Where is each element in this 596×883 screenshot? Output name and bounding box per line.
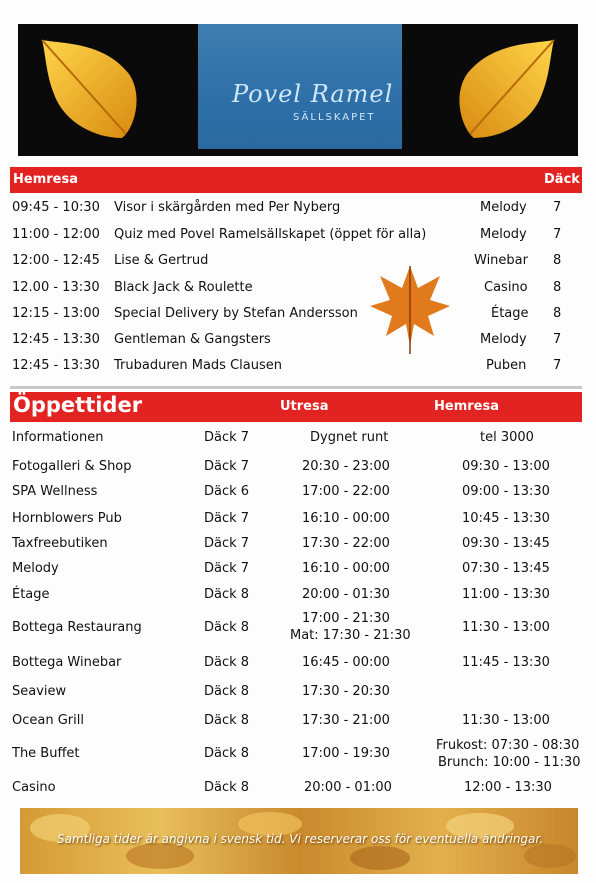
deck-column-label: Däck xyxy=(544,172,580,187)
venue-deck: Däck 8 xyxy=(204,655,250,670)
homebound-hours: 09:30 - 13:45 xyxy=(462,536,550,551)
footer-banner xyxy=(20,808,578,874)
schedule-venue: Étage xyxy=(491,306,529,321)
homebound-hours: 12:00 - 13:30 xyxy=(464,780,552,795)
schedule-venue: Melody xyxy=(480,200,527,215)
homebound-hours: 11:45 - 13:30 xyxy=(462,655,550,670)
venue-deck: Däck 6 xyxy=(204,484,250,499)
schedule-venue: Puben xyxy=(486,358,527,373)
venue-name: Ocean Grill xyxy=(12,713,84,728)
venue-name: Hornblowers Pub xyxy=(12,511,122,526)
venue-name: Casino xyxy=(12,780,56,795)
homebound-hours: 10:45 - 13:30 xyxy=(462,511,550,526)
outbound-hours: 17:00 - 19:30 xyxy=(302,746,390,761)
outbound-hours: 16:10 - 00:00 xyxy=(302,511,390,526)
autumn-leaf-icon xyxy=(452,34,562,144)
schedule-deck: 7 xyxy=(553,227,562,242)
logo-script: Povel Ramel xyxy=(232,80,394,108)
schedule-time: 09:45 - 10:30 xyxy=(12,200,100,215)
schedule-venue: Winebar xyxy=(474,253,528,268)
schedule-event: Gentleman & Gangsters xyxy=(114,332,271,347)
homebound-hours: tel 3000 xyxy=(480,430,534,445)
schedule-event: Black Jack & Roulette xyxy=(114,280,253,295)
venue-deck: Däck 7 xyxy=(204,561,250,576)
homebound-label: Hemresa xyxy=(434,399,499,414)
autumn-leaf-icon xyxy=(34,34,144,144)
outbound-hours: 17:00 - 22:00 xyxy=(302,484,390,499)
venue-name: SPA Wellness xyxy=(12,484,98,499)
schedule-venue: Melody xyxy=(480,227,527,242)
venue-deck: Däck 7 xyxy=(204,511,250,526)
outbound-hours: 20:00 - 01:30 xyxy=(302,587,390,602)
venue-name: Taxfreebutiken xyxy=(12,536,108,551)
schedule-event: Special Delivery by Stefan Andersson xyxy=(114,306,358,321)
venue-name: Fotogalleri & Shop xyxy=(12,459,132,474)
schedule-deck: 7 xyxy=(553,332,562,347)
schedule-event: Quiz med Povel Ramelsällskapet (öppet för alla) xyxy=(114,227,427,242)
venue-name: Seaview xyxy=(12,684,67,699)
outbound-hours: 20:00 - 01:00 xyxy=(304,780,392,795)
venue-deck: Däck 8 xyxy=(204,684,250,699)
venue-name: The Buffet xyxy=(12,746,80,761)
outbound-hours: 16:10 - 00:00 xyxy=(302,561,390,576)
outbound-hours: 17:30 - 20:30 xyxy=(302,684,390,699)
schedule-event: Trubaduren Mads Clausen xyxy=(114,358,282,373)
outbound-hours: 20:30 - 23:00 xyxy=(302,459,390,474)
schedule-time: 12:15 - 13:00 xyxy=(12,306,100,321)
schedule-time: 12.00 - 13:30 xyxy=(12,280,100,295)
outbound-hours: 17:30 - 21:00 xyxy=(302,713,390,728)
hemresa-header xyxy=(10,167,582,193)
maple-leaf-icon xyxy=(368,262,452,358)
venue-deck: Däck 7 xyxy=(204,430,250,445)
outbound-hours: 16:45 - 00:00 xyxy=(302,655,390,670)
venue-name: Bottega Winebar xyxy=(12,655,122,670)
opening-hours-header xyxy=(10,392,582,422)
schedule-event: Visor i skärgården med Per Nyberg xyxy=(114,200,341,215)
schedule-time: 12:45 - 13:30 xyxy=(12,332,100,347)
outbound-hours: Dygnet runt xyxy=(310,430,389,445)
schedule-venue: Casino xyxy=(484,280,528,295)
homebound-hours: 11:00 - 13:30 xyxy=(462,587,550,602)
opening-hours-title: Öppettider xyxy=(13,393,143,417)
venue-deck: Däck 8 xyxy=(204,746,250,761)
outbound-label: Utresa xyxy=(280,399,329,414)
homebound-hours: 09:00 - 13:30 xyxy=(462,484,550,499)
venue-deck: Däck 7 xyxy=(204,459,250,474)
footer-disclaimer: Samtliga tider är angivna i svensk tid. Vi reserverar oss för eventuella ändringar. xyxy=(56,832,544,846)
hemresa-title: Hemresa xyxy=(13,172,78,187)
schedule-time: 12:00 - 12:45 xyxy=(12,253,100,268)
venue-deck: Däck 8 xyxy=(204,780,250,795)
schedule-deck: 7 xyxy=(553,200,562,215)
venue-deck: Däck 8 xyxy=(204,587,250,602)
outbound-hours-food: Mat: 17:30 - 21:30 xyxy=(290,628,411,643)
outbound-hours: 17:30 - 22:00 xyxy=(302,536,390,551)
homebound-hours: 11:30 - 13:00 xyxy=(462,620,550,635)
homebound-hours: 07:30 - 13:45 xyxy=(462,561,550,576)
schedule-deck: 8 xyxy=(553,306,562,321)
outbound-hours: 17:00 - 21:30 xyxy=(302,611,390,626)
schedule-time: 11:00 - 12:00 xyxy=(12,227,100,242)
homebound-hours: 11:30 - 13:00 xyxy=(462,713,550,728)
venue-name: Bottega Restaurang xyxy=(12,620,142,635)
society-logo xyxy=(198,24,402,149)
divider xyxy=(10,386,582,389)
venue-name: Informationen xyxy=(12,430,104,445)
schedule-deck: 8 xyxy=(553,280,562,295)
homebound-brunch: Brunch: 10:00 - 11:30 xyxy=(438,755,581,770)
venue-name: Melody xyxy=(12,561,59,576)
header-banner xyxy=(18,24,578,156)
schedule-deck: 8 xyxy=(553,253,562,268)
venue-deck: Däck 8 xyxy=(204,620,250,635)
homebound-breakfast: Frukost: 07:30 - 08:30 xyxy=(436,738,580,753)
schedule-venue: Melody xyxy=(480,332,527,347)
schedule-deck: 7 xyxy=(553,358,562,373)
venue-deck: Däck 8 xyxy=(204,713,250,728)
schedule-time: 12:45 - 13:30 xyxy=(12,358,100,373)
schedule-event: Lise & Gertrud xyxy=(114,253,209,268)
venue-name: Étage xyxy=(12,587,50,602)
homebound-hours: 09:30 - 13:00 xyxy=(462,459,550,474)
logo-subtitle: SÄLLSKAPET xyxy=(293,112,376,123)
venue-deck: Däck 7 xyxy=(204,536,250,551)
